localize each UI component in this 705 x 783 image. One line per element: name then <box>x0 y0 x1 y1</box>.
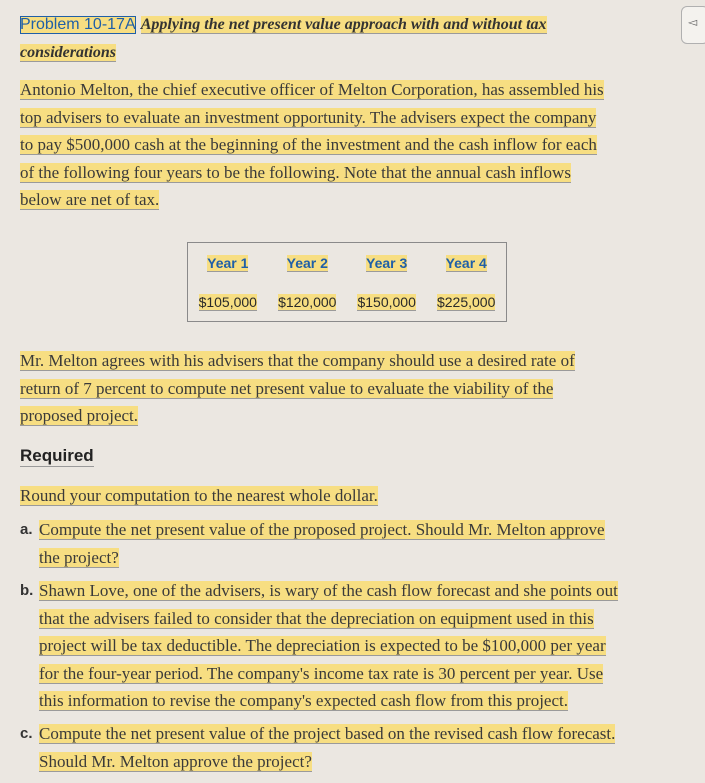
problem-subtitle: Applying the net present value approach with and without tax considerations <box>20 16 547 61</box>
item-line: this information to revise the company's expected cash flow from this project. <box>39 691 568 710</box>
item-line: Compute the net present value of the proposed project. Should Mr. Melton approve <box>39 520 605 539</box>
table-row <box>188 282 507 322</box>
item-line: Should Mr. Melton approve the project? <box>39 751 312 771</box>
cash-inflow-cell: $105,000 <box>198 293 257 310</box>
pointer-icon: ◅ <box>688 15 698 29</box>
intro-paragraph <box>20 76 670 214</box>
item-marker: b. <box>20 582 34 599</box>
rounding-text: Round your computation to the nearest whole dollar. <box>20 486 378 505</box>
intro-line: of the following four years to be the following. Note that the annual cash inflows <box>20 162 571 182</box>
table-header-row <box>188 243 507 283</box>
intro-line: Antonio Melton, the chief executive officer of Melton Corporation, has assembled his <box>20 80 604 99</box>
item-line: for the four-year period. The company's income tax rate is 30 percent per year. Use <box>39 663 604 683</box>
item-line: Compute the net present value of the project based on the revised cash flow forecast. <box>39 724 616 743</box>
scroll-tab[interactable] <box>681 6 705 44</box>
cash-inflow-cell: $120,000 <box>278 293 337 310</box>
agreement-line: proposed project. <box>20 406 139 425</box>
agreement-line: Mr. Melton agrees with his advisers that the company should use a desired rate of <box>20 351 575 370</box>
cash-inflow-table <box>187 242 507 322</box>
cash-inflow-cell: $225,000 <box>436 293 496 310</box>
intro-line: to pay $500,000 cash at the beginning of the investment and the cash inflow for each <box>20 135 597 154</box>
agreement-paragraph <box>20 347 660 430</box>
required-heading: Required <box>20 446 94 465</box>
year-header: Year 4 <box>445 254 487 271</box>
year-header: Year 3 <box>366 254 408 271</box>
problem-title <box>20 10 620 66</box>
agreement-line: return of 7 percent to compute net present value to evaluate the viability of the <box>20 378 554 398</box>
cash-inflow-cell: $150,000 <box>357 293 416 310</box>
item-line: the project? <box>39 547 119 567</box>
rounding-instruction <box>20 482 670 510</box>
year-header: Year 2 <box>286 254 328 271</box>
intro-line: below are net of tax. <box>20 190 160 209</box>
item-line: Shawn Love, one of the advisers, is wary of the cash flow forecast and she points out <box>39 581 618 600</box>
item-marker: a. <box>20 521 33 538</box>
item-line: project will be tax deductible. The depreciation is expected to be $100,000 per year <box>39 636 606 655</box>
item-marker: c. <box>20 725 33 742</box>
intro-line: top advisers to evaluate an investment opportunity. The advisers expect the company <box>20 107 597 127</box>
item-line: that the advisers failed to consider that the depreciation on equipment used in this <box>39 608 594 628</box>
year-header: Year 1 <box>207 254 249 271</box>
problem-label: Problem 10-17A <box>20 16 136 33</box>
